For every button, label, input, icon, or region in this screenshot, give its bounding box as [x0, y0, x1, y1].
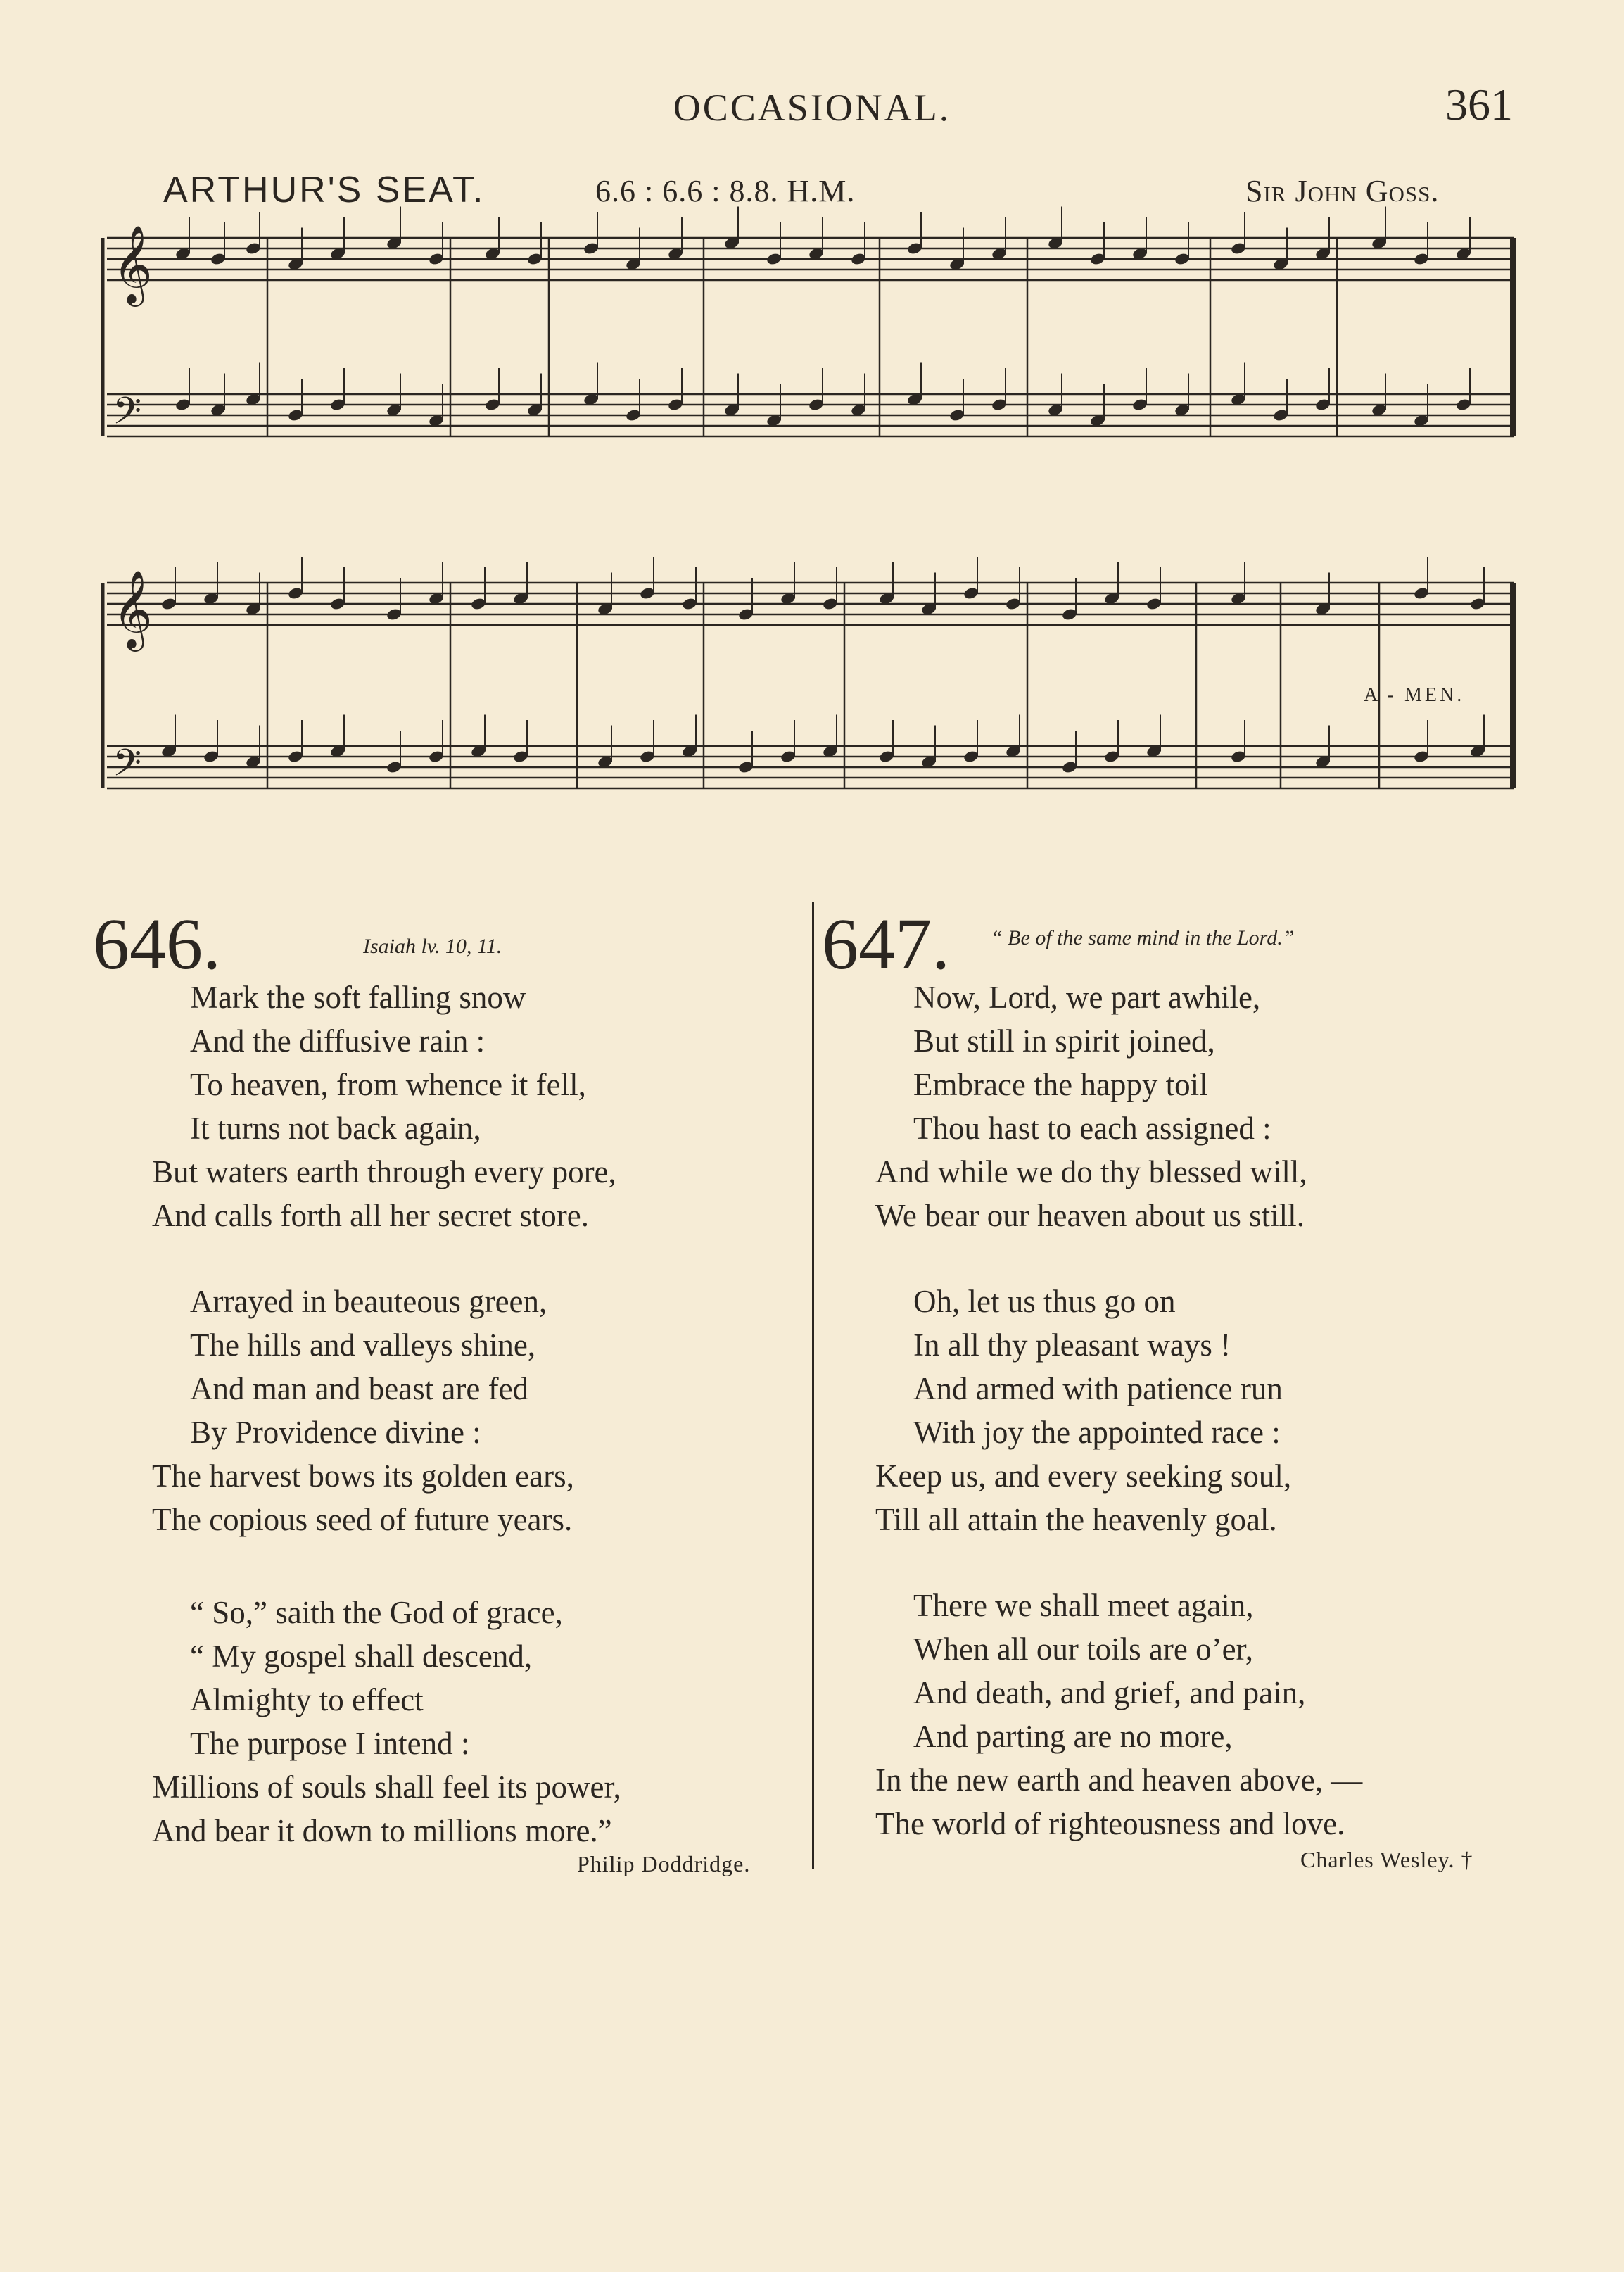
verse-line: And death, and grief, and pain, — [913, 1675, 1306, 1710]
verse-line: There we shall meet again, — [913, 1588, 1254, 1623]
scripture-reference: “ Be of the same mind in the Lord.” — [991, 926, 1295, 949]
tune-name: ARTHUR'S SEAT. — [163, 170, 486, 210]
verse-line: Mark the soft falling snow — [190, 980, 526, 1015]
hymn-646-stanza-1 — [152, 976, 616, 1237]
verse-line: In all thy pleasant ways ! — [913, 1327, 1231, 1363]
verse-line: The hills and valleys shine, — [190, 1327, 536, 1363]
verse-line: It turns not back again, — [190, 1111, 481, 1146]
treble-clef-icon: 𝄞 — [113, 569, 153, 648]
column-divider — [812, 902, 814, 1869]
hymn-647-stanza-2 — [875, 1280, 1291, 1541]
verse-line: To heaven, from whence it fell, — [190, 1067, 586, 1102]
amen-lyric: A - MEN. — [1364, 684, 1465, 706]
tune-meter: 6.6 : 6.6 : 8.8. H.M. — [595, 174, 856, 208]
verse-line: In the new earth and heaven above, — — [875, 1762, 1363, 1798]
section-title: OCCASIONAL. — [673, 87, 951, 129]
verse-line: When all our toils are o’er, — [913, 1632, 1254, 1667]
hymn-647-stanza-3 — [875, 1584, 1362, 1845]
page-number: 361 — [1445, 80, 1513, 130]
verse-line: Oh, let us thus go on — [913, 1284, 1176, 1319]
verse-line: And man and beast are fed — [190, 1371, 529, 1406]
hymn-647-stanza-1 — [875, 976, 1307, 1237]
verse-line: The copious seed of future years. — [152, 1502, 573, 1537]
verse-line: But still in spirit joined, — [913, 1023, 1215, 1059]
verse-line: Almighty to effect — [190, 1682, 424, 1717]
hymn-number: 647. — [822, 904, 950, 985]
verse-line: Now, Lord, we part awhile, — [913, 980, 1261, 1015]
verse-line: By Providence divine : — [190, 1415, 481, 1450]
verse-line: And while we do thy blessed will, — [875, 1154, 1307, 1189]
music-score — [0, 0, 1624, 887]
treble-clef-icon: 𝄞 — [113, 225, 153, 303]
verse-line: The harvest bows its golden ears, — [152, 1458, 574, 1494]
hymn-646-stanza-3 — [152, 1591, 621, 1853]
bass-clef-icon: 𝄢 — [113, 390, 142, 442]
verse-line: And the diffusive rain : — [190, 1023, 486, 1059]
verse-line: The world of righteousness and love. — [875, 1806, 1345, 1841]
verse-line: And armed with patience run — [913, 1371, 1283, 1406]
verse-line: “ So,” saith the God of grace, — [190, 1595, 563, 1630]
composer: Sir John Goss. — [1245, 174, 1440, 208]
verse-line: And parting are no more, — [913, 1719, 1233, 1754]
hymn-646-stanza-2 — [152, 1280, 574, 1541]
verse-line: But waters earth through every pore, — [152, 1154, 616, 1189]
verse-line: Millions of souls shall feel its power, — [152, 1769, 621, 1805]
verse-line: The purpose I intend : — [190, 1726, 470, 1761]
verse-line: Keep us, and every seeking soul, — [875, 1458, 1292, 1494]
verse-line: Thou hast to each assigned : — [913, 1111, 1271, 1146]
verse-line: Till all attain the heavenly goal. — [875, 1502, 1277, 1537]
author: Philip Doddridge. — [577, 1851, 751, 1876]
verse-line: With joy the appointed race : — [913, 1415, 1281, 1450]
verse-line: We bear our heaven about us still. — [875, 1198, 1305, 1233]
hymn-number: 646. — [93, 904, 221, 985]
verse-line: And calls forth all her secret store. — [152, 1198, 590, 1233]
verse-line: And bear it down to millions more.” — [152, 1813, 612, 1848]
verse-line: “ My gospel shall descend, — [190, 1639, 533, 1674]
bass-clef-icon: 𝄢 — [113, 742, 142, 794]
verse-line: Embrace the happy toil — [913, 1067, 1208, 1102]
scripture-reference: Isaiah lv. 10, 11. — [363, 935, 502, 958]
author: Charles Wesley. † — [1300, 1847, 1473, 1872]
verse-line: Arrayed in beauteous green, — [190, 1284, 547, 1319]
